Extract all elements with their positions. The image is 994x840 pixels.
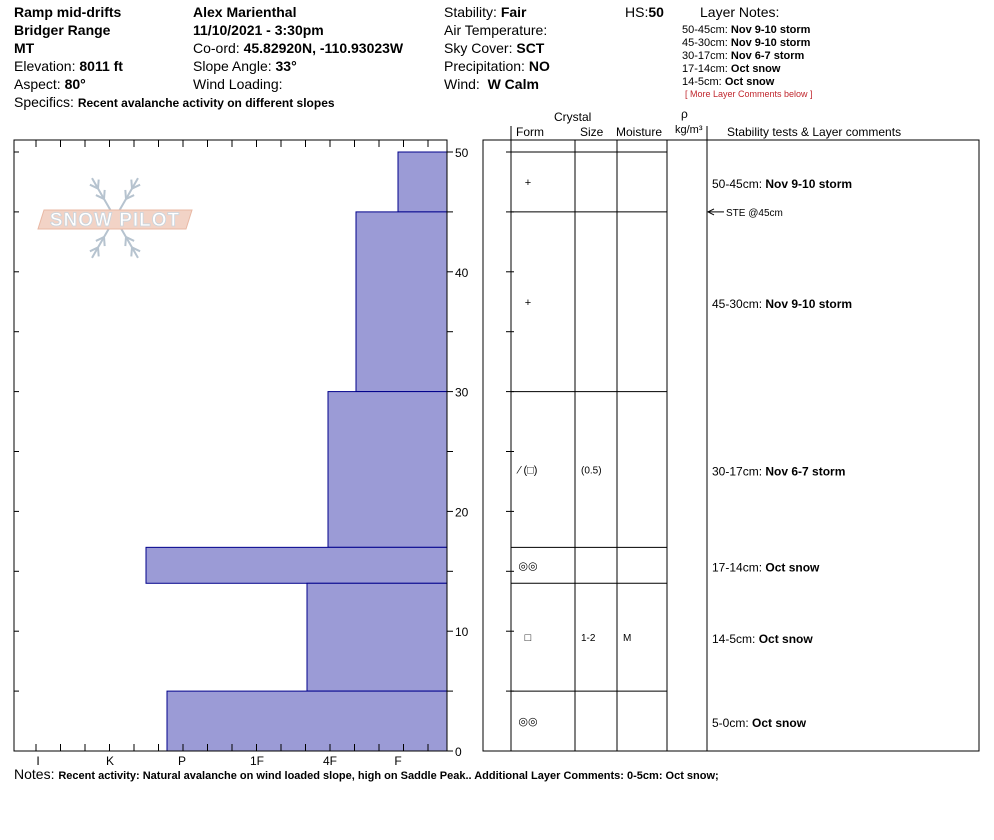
density-unit-header: kg/m³ — [675, 124, 703, 136]
coordinates: Co-ord: 45.82920N, -110.93023W — [193, 40, 404, 56]
layer-range: 5-0cm: — [712, 716, 753, 731]
logo-text: SNOW PILOT — [49, 210, 181, 231]
stability-comments-header: Stability tests & Layer comments — [727, 125, 902, 139]
depth-label: 10 — [455, 625, 469, 640]
crystal-form-symbol: ◎◎ — [518, 716, 538, 729]
hardness-label: 4F — [322, 754, 338, 768]
hardness-label: P — [177, 754, 187, 768]
range-name: Bridger Range — [14, 22, 111, 38]
hardness-label: F — [394, 754, 402, 768]
stability: Stability: Fair — [444, 4, 527, 20]
layer-note: 14-5cm: Oct snow — [682, 76, 775, 88]
stability-test-label: STE @45cm — [726, 207, 783, 219]
depth-label: 0 — [455, 745, 462, 759]
hardness-bar-4 — [307, 583, 447, 691]
aspect: Aspect: 80° — [14, 76, 86, 92]
size-header: Size — [580, 125, 604, 139]
moisture-value: M — [623, 633, 632, 645]
air-temperature: Air Temperature: — [444, 22, 548, 38]
crystal-form-symbol: + — [524, 296, 532, 309]
slope-angle: Slope Angle: 33° — [193, 58, 297, 74]
specifics: Specifics: Recent avalanche activity on different slopes — [14, 94, 335, 110]
layer-comment — [712, 632, 813, 646]
layer-note: 45-30cm: Nov 9-10 storm — [682, 37, 811, 49]
state-name: MT — [14, 40, 35, 56]
depth-label: 50 — [455, 146, 469, 160]
layer-comment — [712, 297, 852, 311]
hardness-bar-0 — [398, 152, 447, 212]
density-rho-header: ρ — [681, 107, 688, 121]
location-name: Ramp mid-drifts — [14, 4, 122, 20]
layer-comment-text: Oct snow — [752, 716, 807, 731]
layer-range: 30-17cm: — [712, 464, 766, 479]
layer-range: 17-14cm: — [712, 560, 766, 575]
hardness-bar-1 — [356, 212, 447, 392]
snow-height: HS:50 — [625, 4, 664, 20]
crystal-size: (0.5) — [581, 465, 602, 477]
form-header: Form — [516, 125, 544, 139]
snowpilot-logo — [38, 178, 192, 258]
layer-note: 50-45cm: Nov 9-10 storm — [682, 24, 811, 36]
layer-comment — [712, 177, 852, 191]
layer-note: 30-17cm: Nov 6-7 storm — [682, 50, 805, 62]
depth-label: 30 — [455, 385, 469, 400]
layer-range: 14-5cm: — [712, 632, 759, 647]
sky-cover: Sky Cover: SCT — [444, 40, 545, 56]
layer-notes-title: Layer Notes: — [700, 4, 780, 20]
observation-datetime: 11/10/2021 - 3:30pm — [193, 22, 324, 38]
crystal-form-symbol: ◎◎ — [518, 560, 538, 573]
wind-loading: Wind Loading: — [193, 76, 283, 92]
layer-comment-text: Nov 9-10 storm — [765, 296, 853, 311]
more-layer-comments-link[interactable]: [ More Layer Comments below ] — [685, 89, 813, 99]
hardness-label: I — [36, 754, 40, 768]
layer-note: 17-14cm: Oct snow — [682, 63, 781, 75]
layer-comment-text: Oct snow — [758, 632, 813, 647]
wind: Wind: W Calm — [444, 76, 539, 92]
moisture-header: Moisture — [616, 125, 663, 139]
precipitation: Precipitation: NO — [444, 58, 550, 74]
crystal-size: 1-2 — [581, 633, 596, 645]
crystal-header: Crystal — [554, 110, 592, 124]
hardness-label: 1F — [249, 754, 265, 768]
layer-range: 50-45cm: — [712, 176, 766, 191]
layer-comment-text: Oct snow — [765, 560, 820, 575]
layer-comment — [712, 716, 807, 730]
layer-comment-text: Nov 9-10 storm — [765, 176, 853, 191]
depth-label: 20 — [455, 505, 469, 520]
hardness-bar-2 — [328, 392, 447, 548]
observer-name: Alex Marienthal — [193, 4, 297, 20]
hardness-bar-5 — [167, 691, 447, 751]
hardness-bar-3 — [146, 547, 447, 583]
crystal-form-symbol: □ — [524, 632, 532, 645]
layer-comment — [712, 464, 845, 478]
layer-comment-text: Nov 6-7 storm — [765, 464, 846, 479]
layer-table-frame — [483, 140, 979, 751]
notes: Notes: Recent activity: Natural avalanche on wind loaded slope, high on Saddle Peak.. Additional Layer Comments: 0-5cm: Oct snow; — [14, 766, 719, 782]
crystal-form-symbol: ⁄ (□) — [518, 464, 538, 477]
crystal-form-symbol: + — [524, 176, 532, 189]
layer-comment — [712, 560, 820, 574]
depth-label: 40 — [455, 265, 469, 280]
layer-range: 45-30cm: — [712, 296, 766, 311]
elevation: Elevation: 8011 ft — [14, 58, 123, 74]
hardness-label: K — [105, 754, 115, 768]
